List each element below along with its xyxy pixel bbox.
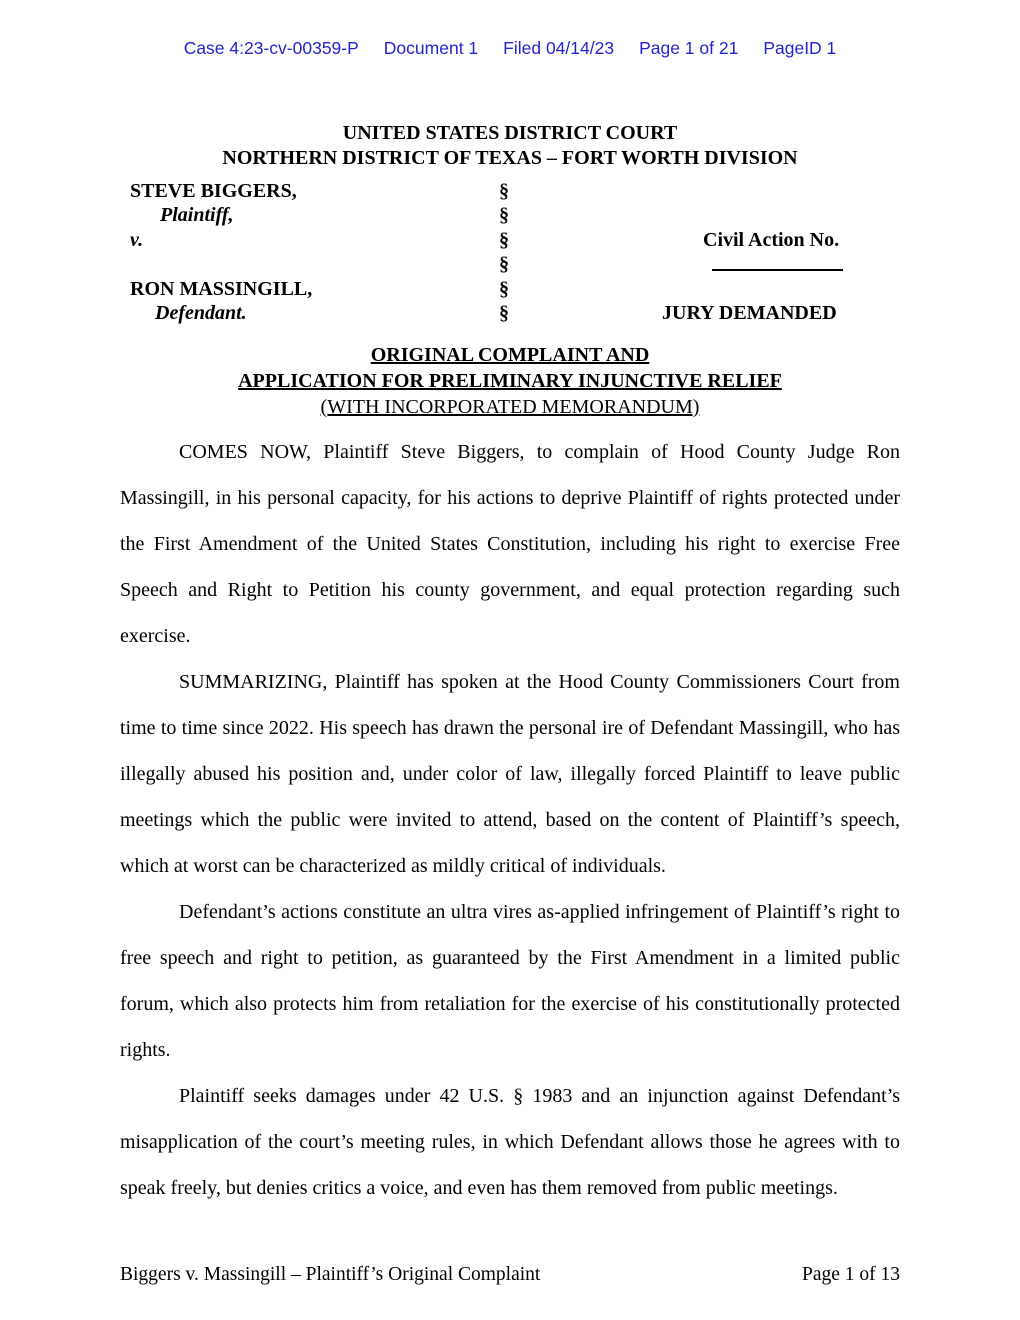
civil-action-label: Civil Action No.	[703, 229, 840, 251]
civil-action-number-blank	[712, 253, 843, 271]
document-title-line3: (WITH INCORPORATED MEMORANDUM)	[320, 396, 700, 418]
defendant-name: RON MASSINGILL,	[130, 278, 313, 300]
stamp-filed-date: Filed 04/14/23	[503, 38, 615, 58]
stamp-pageid: PageID 1	[763, 38, 837, 58]
ecf-stamp-header	[0, 38, 1020, 59]
jury-demanded-label: JURY DEMANDED	[662, 302, 837, 324]
section-symbol: §	[499, 229, 509, 251]
document-title-line1: ORIGINAL COMPLAINT AND	[370, 344, 650, 366]
court-heading	[0, 121, 1020, 171]
stamp-page-count: Page 1 of 21	[639, 38, 739, 58]
court-heading-line1: UNITED STATES DISTRICT COURT	[342, 122, 678, 144]
plaintiff-name: STEVE BIGGERS,	[130, 180, 297, 202]
section-symbol: §	[499, 302, 509, 324]
section-symbol: §	[499, 253, 509, 275]
paragraph-ultra-vires: Defendant’s actions constitute an ultra vires as-applied infringement of Plaintiff’s right to free speech and right to petition, as guaranteed by the First Amendment in a limited public forum, which also protects him from retaliation for the exercise of his constitutionally protected rights.	[120, 901, 900, 1061]
document-title	[0, 342, 1020, 420]
defendant-role: Defendant.	[155, 302, 247, 324]
paragraph-comes-now: COMES NOW, Plaintiff Steve Biggers, to complain of Hood County Judge Ron Massingill, in his personal capacity, for his actions to deprive Plaintiff of rights protected under the First Amendment of the United States Constitution, including his right to exercise Free Speech and Right to Petition his county government, and equal protection regarding such exercise.	[120, 441, 900, 647]
section-symbol: §	[499, 278, 509, 300]
complaint-body	[120, 429, 900, 1211]
footer-case-title: Biggers v. Massingill – Plaintiff’s Original Complaint	[120, 1264, 541, 1285]
document-title-line2: APPLICATION FOR PRELIMINARY INJUNCTIVE RELIEF	[238, 370, 782, 392]
versus-label: v.	[130, 229, 144, 251]
footer-page-number: Page 1 of 13	[801, 1264, 900, 1285]
paragraph-summarizing: SUMMARIZING, Plaintiff has spoken at the Hood County Commissioners Court from time to time since 2022. His speech has drawn the personal ire of Defendant Massingill, who has illegally abused his position and, under color of law, illegally forced Plaintiff to leave public meetings which the public were invited to attend, based on the content of Plaintiff’s speech, which at worst can be characterized as mildly critical of individuals.	[120, 671, 900, 877]
page-footer	[120, 1263, 900, 1287]
court-heading-line2: NORTHERN DISTRICT OF TEXAS – FORT WORTH DIVISION	[222, 147, 798, 169]
stamp-case-number: Case 4:23-cv-00359-P	[183, 38, 359, 58]
stamp-document-number: Document 1	[383, 38, 479, 58]
paragraph-damages: Plaintiff seeks damages under 42 U.S. § 1983 and an injunction against Defendant’s misapplication of the court’s meeting rules, in which Defendant allows those he agrees with to speak freely, but denies critics a voice, and even has them removed from public meetings.	[120, 1085, 900, 1199]
section-symbol: §	[499, 204, 509, 226]
case-caption	[0, 180, 1020, 332]
section-symbol: §	[499, 180, 509, 202]
plaintiff-role: Plaintiff,	[160, 204, 234, 226]
